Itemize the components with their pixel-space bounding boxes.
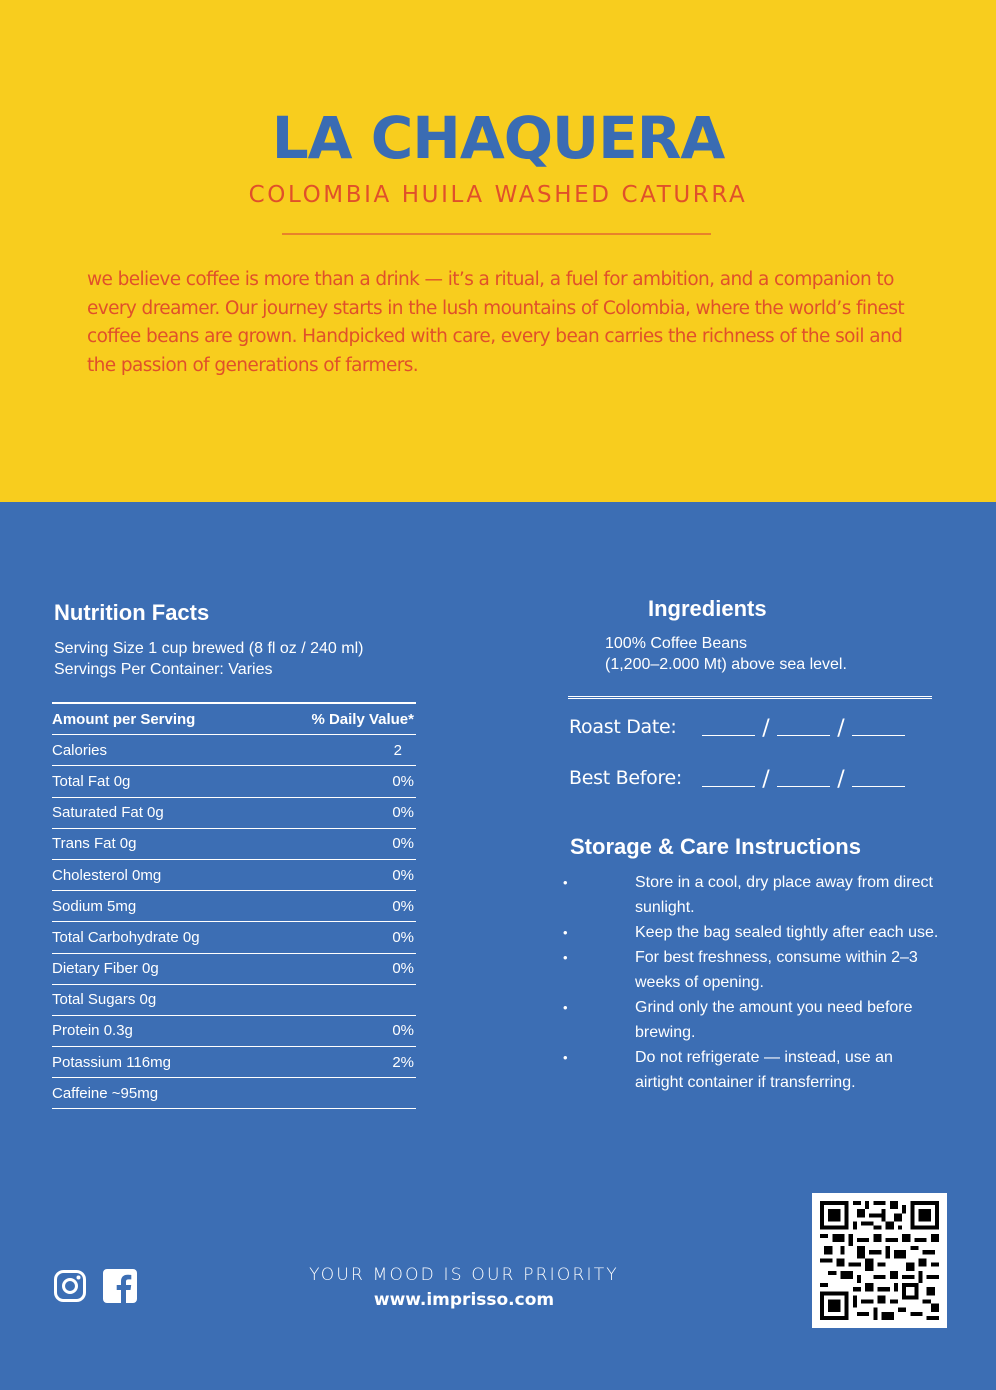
table-row xyxy=(52,922,416,953)
storage-list xyxy=(563,870,943,1095)
date-blank xyxy=(702,786,755,787)
table-row xyxy=(52,1047,416,1078)
row-value: 0% xyxy=(392,960,414,978)
list-item-text: For best freshness, consume within 2–3 weeks of opening. xyxy=(635,949,918,991)
table-row xyxy=(52,1016,416,1047)
serving-size: Serving Size 1 cup brewed (8 fl oz / 240 ml) xyxy=(54,640,364,657)
list-item xyxy=(563,995,943,1045)
list-item-text: Keep the bag sealed tightly after each use. xyxy=(635,924,939,941)
row-value: 0% xyxy=(392,1022,414,1040)
ingredients-title: Ingredients xyxy=(648,596,767,621)
row-value: 0% xyxy=(392,866,414,884)
row-value: 0% xyxy=(392,772,414,790)
list-item-text: Do not refrigerate — instead, use an airtight container if transferring. xyxy=(635,1049,893,1091)
date-blank xyxy=(702,735,755,736)
row-label: Dietary Fiber 0g xyxy=(52,960,159,978)
roast-date-field[interactable] xyxy=(702,718,905,740)
bullet: • xyxy=(563,1000,568,1015)
table-row xyxy=(52,766,416,797)
row-label: Protein 0.3g xyxy=(52,1022,133,1040)
date-blank xyxy=(777,786,830,787)
table-row xyxy=(52,1078,416,1109)
list-item xyxy=(563,1045,943,1095)
table-row xyxy=(52,954,416,985)
list-item-text: Grind only the amount you need before brewing. xyxy=(635,999,913,1041)
date-slash: / xyxy=(762,767,770,792)
ingredients-line-1: 100% Coffee Beans xyxy=(605,635,748,652)
table-row xyxy=(52,985,416,1016)
daily-value-label: % Daily Value* xyxy=(311,710,414,728)
table-row xyxy=(52,829,416,860)
date-blank xyxy=(852,735,905,736)
date-blank xyxy=(777,735,830,736)
intro-paragraph: we believe coffee is more than a drink — it’s a ritual, a fuel for ambition, and a companion to every dreamer. Our journey starts in the lush mountains of Colombia, where the world’s finest coffee beans are grown. Handpicked with care, every bean carries the richness of the soil and the passion of generations of farmers. xyxy=(87,269,905,376)
row-label: Sodium 5mg xyxy=(52,897,137,915)
ingredients-divider xyxy=(568,696,932,699)
roast-date-label: Roast Date: xyxy=(569,716,677,738)
list-item-text: Store in a cool, dry place away from direct sunlight. xyxy=(635,874,933,916)
row-label: Caffeine ~95mg xyxy=(52,1084,159,1102)
nutrition-title: Nutrition Facts xyxy=(54,600,210,625)
header-panel xyxy=(0,0,996,502)
list-item xyxy=(563,945,943,995)
amount-per-serving-label: Amount per Serving xyxy=(52,710,196,728)
tagline: YOUR MOOD IS OUR PRIORITY xyxy=(309,1265,619,1285)
product-subtitle: COLOMBIA HUILA WASHED CATURRA xyxy=(248,182,748,208)
list-item xyxy=(563,920,943,945)
qr-code[interactable] xyxy=(812,1193,947,1328)
nutrition-table xyxy=(52,702,416,1109)
row-value: 2% xyxy=(392,1053,414,1071)
row-label: Total Sugars 0g xyxy=(52,991,157,1009)
website-link[interactable]: www.imprisso.com xyxy=(373,1290,555,1310)
table-row xyxy=(52,860,416,891)
info-panel xyxy=(0,502,996,1390)
nutrition-serving-info xyxy=(54,638,363,680)
row-label: Total Carbohydrate 0g xyxy=(52,928,200,946)
bullet: • xyxy=(563,950,568,965)
bullet: • xyxy=(563,1050,568,1065)
row-value: 0% xyxy=(392,835,414,853)
qr-code-image xyxy=(820,1201,939,1320)
storage-title: Storage & Care Instructions xyxy=(570,834,861,859)
servings-per-container: Servings Per Container: Varies xyxy=(54,661,273,678)
row-label: Total Fat 0g xyxy=(52,772,131,790)
row-value: 0% xyxy=(392,897,414,915)
product-title: LA CHAQUERA xyxy=(271,104,725,172)
best-before-field[interactable] xyxy=(702,769,905,791)
date-blank xyxy=(852,786,905,787)
ingredients-line-2: (1,200–2.000 Mt) above sea level. xyxy=(605,656,847,673)
table-row xyxy=(52,891,416,922)
row-label: Trans Fat 0g xyxy=(52,835,137,853)
nutrition-header-row xyxy=(52,704,416,735)
date-slash: / xyxy=(762,716,770,741)
row-label: Potassium 116mg xyxy=(52,1053,171,1071)
bullet: • xyxy=(563,925,568,940)
best-before-label: Best Before: xyxy=(569,767,683,789)
bullet: • xyxy=(563,875,568,890)
header-divider xyxy=(282,233,711,235)
table-row xyxy=(52,735,416,766)
list-item xyxy=(563,870,943,920)
row-label: Calories xyxy=(52,741,108,759)
row-value: 2 xyxy=(393,741,402,759)
row-label: Saturated Fat 0g xyxy=(52,804,164,822)
row-label: Cholesterol 0mg xyxy=(52,866,162,884)
table-row xyxy=(52,798,416,829)
date-slash: / xyxy=(837,716,845,741)
row-value: 0% xyxy=(392,804,414,822)
row-value: 0% xyxy=(392,928,414,946)
date-slash: / xyxy=(837,767,845,792)
